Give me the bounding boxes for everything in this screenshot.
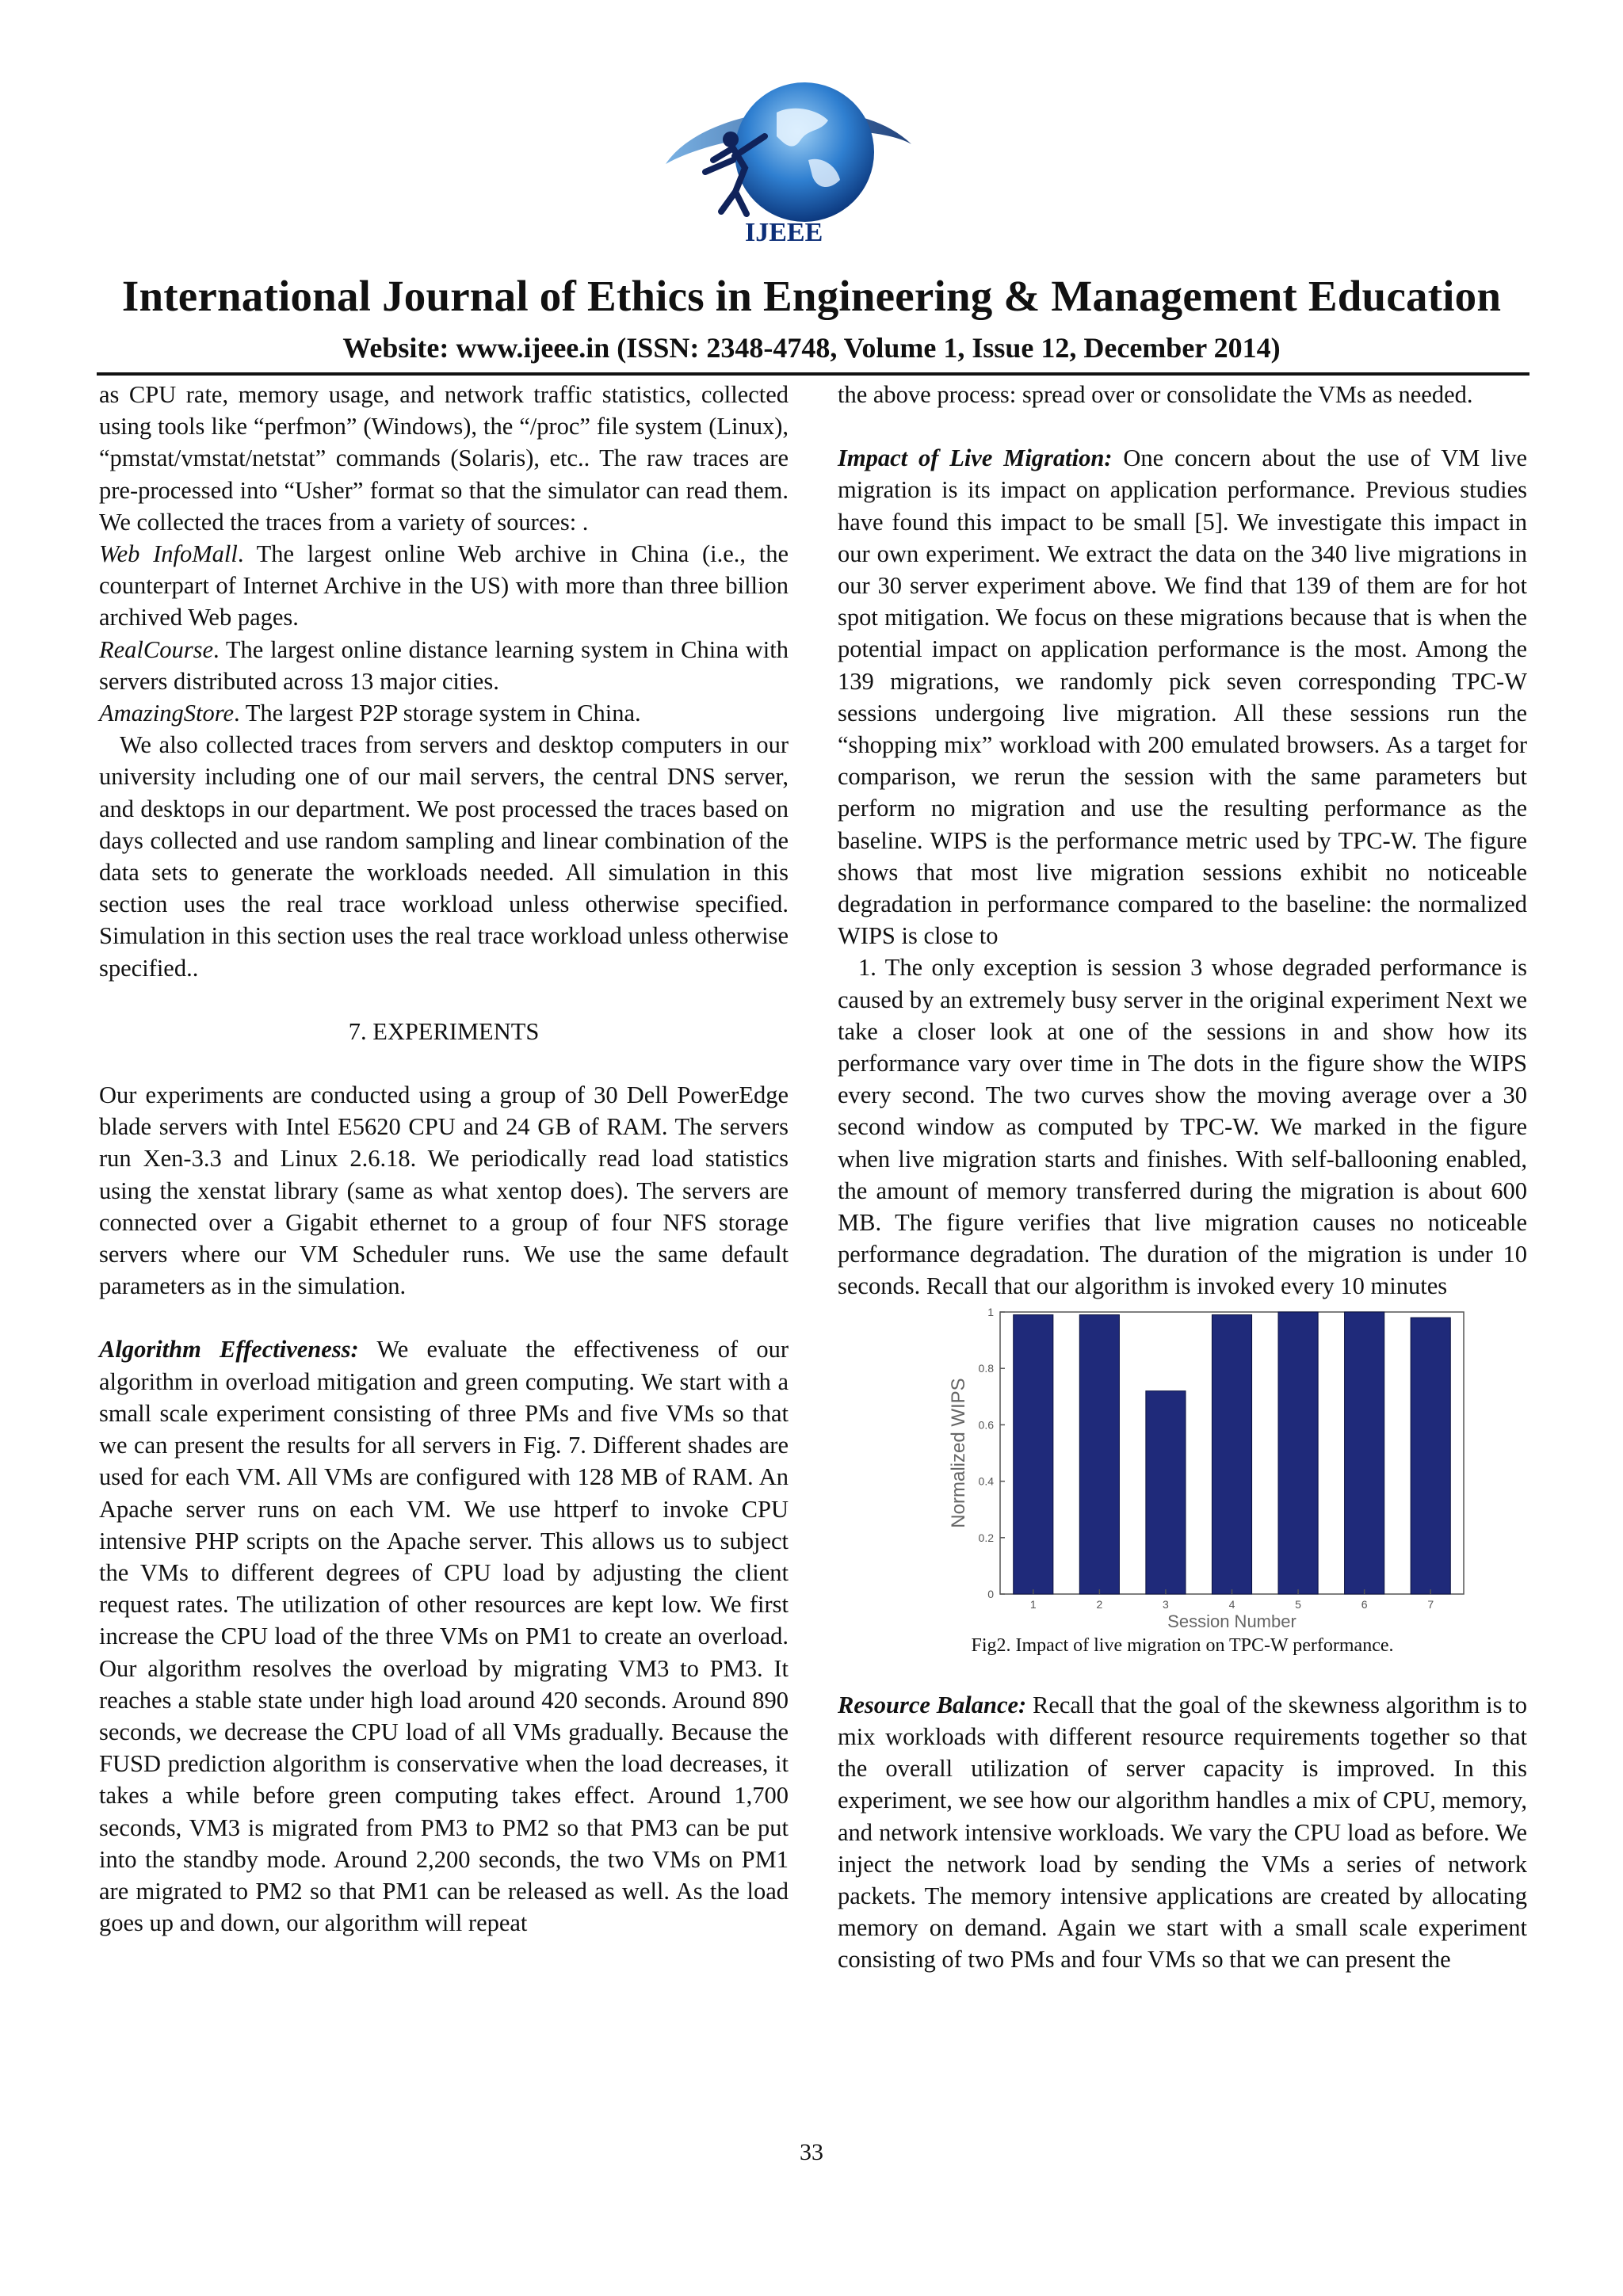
right-paragraph-migration (838, 442, 1527, 952)
journal-subtitle: Website: www.ijeee.in (ISSN: 2348-4748, Volume 1, Issue 12, December 2014) (342, 332, 1281, 364)
x-tick-label: 2 (1096, 1597, 1103, 1611)
x-tick-label: 7 (1427, 1597, 1434, 1611)
y-tick-label: 0.6 (978, 1418, 994, 1432)
right-paragraph-balance (838, 1689, 1527, 1976)
paragraph-text: We evaluate the effectiveness of our algorithm in overload mitigation and green computing. We start with a small scale experiment consisting of three PMs and five VMs so that we can present the results for all servers in Fig. 7. Different shades are used for each VM. All VMs are configured with 128 MB of RAM. An Apache server runs on each VM. We use httperf to invoke CPU intensive PHP scripts on the Apache server. This allows us to subject the VMs to different degrees of CPU load by adjusting the client request rates. The utilization of other resources are kept low. We first increase the CPU load of the three VMs on PM1 to create an overload. Our algorithm resolves the overload by migrating VM3 to PM3. It reaches a stable state under high load around 420 seconds. Around 890 seconds, we decrease the CPU load of all VMs gradually. Because the FUSD prediction algorithm is conservative when the load decreases, it takes a while before green computing takes effect. Around 1,700 seconds, VM3 is migrated from PM3 to PM2 so that PM3 can be put into the standby mode. Around 2,200 seconds, the two VMs on PM1 are migrated to PM2 so that PM1 can be released as well. As the load goes up and down, our algorithm will repeat (99, 1336, 789, 1937)
runin-heading: Resource Balance: (838, 1691, 1027, 1718)
y-tick-label: 0 (987, 1587, 994, 1600)
bar (1212, 1314, 1251, 1593)
bar (1278, 1312, 1318, 1594)
wips-bar-chart (838, 1304, 1527, 1634)
left-paragraph-experiments: Our experiments are conducted using a group of 30 Dell PowerEdge blade servers with Intel E5620 CPU and 24 GB of RAM. The servers run Xen-3.3 and Linux 2.6.18. We periodically read load statistics using the xenstat library (same as what xentop does). The servers are connected over a Gigabit ethernet to a group of four NFS storage servers where our VM Scheduler runs. We use the same default parameters as in the simulation. (99, 1081, 789, 1300)
paragraph-text: One concern about the use of VM live migration is its impact on application performance. Previous studies have found this impact to be small [5]. We investigate this impact in our own experiment. We extract the data on the 340 live migrations in our 30 server experiment above. We find that 139 of them are for hot spot mitigation. We focus on these migrations because that is when the potential impact on application performance is the most. Among the 139 migrations, we randomly pick seven corresponding TPC-W sessions undergoing live migration. All these sessions run the “shopping mix” workload with 200 emulated browsers. As a target for comparison, we rerun the session with the same parameters but perform no migration and use the resulting performance as the baseline. WIPS is the performance metric used by TPC-W. The figure shows that most live migration sessions exhibit no noticeable degradation in performance compared to the baseline: the normalized WIPS is close to (838, 444, 1527, 950)
source-amazingstore (99, 697, 789, 729)
x-tick-label: 3 (1163, 1597, 1169, 1611)
bar (1079, 1314, 1119, 1593)
right-paragraph-exception: 1. The only exception is session 3 whose degraded performance is caused by an extremely busy server in the original experiment Next we take a closer look at one of the sessions in and show how its performance vary over time in The dots in the figure show the WIPS every second. The two curves show the moving average over a 30 second window as computed by TPC-W. We marked in the figure when live migration starts and finishes. With self-ballooning enabled, the amount of memory transferred during the migration is about 600 MB. The figure verifies that live migration causes no noticeable performance degradation. The duration of the migration is under 10 seconds. Recall that our algorithm is invoked every 10 minutes (838, 954, 1527, 1300)
figure-caption: Fig2. Impact of live migration on TPC-W performance. (971, 1634, 1394, 1656)
journal-logo (658, 73, 919, 255)
source-description: . The largest online Web archive in China (i.e., the counterpart of Internet Archive in the US) with more than three billion archived Web pages. (99, 540, 789, 631)
right-column (838, 379, 1527, 1976)
left-column (99, 379, 789, 1939)
source-name: Web InfoMall (99, 540, 238, 568)
y-tick-label: 0.8 (978, 1361, 994, 1375)
left-paragraph-algorithm (99, 1333, 789, 1939)
left-paragraph-traces: We also collected traces from servers and desktop computers in our university including one of our mail servers, the central DNS server, and desktops in our department. We post processed the traces based on days collected and use random sampling and linear combination of the data sets to generate the workloads needed. All simulation in this section uses the real trace workload unless otherwise specified. Simulation in this section uses the real trace workload unless otherwise specified.. (99, 731, 789, 982)
y-tick-label: 0.4 (978, 1474, 994, 1488)
right-paragraph-1: the above process: spread over or consolidate the VMs as needed. (838, 381, 1473, 408)
x-axis-label: Session Number (1167, 1611, 1296, 1631)
source-name: AmazingStore (99, 700, 234, 727)
bar (1345, 1312, 1384, 1594)
bar (1014, 1314, 1053, 1593)
journal-title: International Journal of Ethics in Engineering & Management Education (121, 272, 1502, 320)
page-number: 33 (800, 2139, 823, 2165)
left-paragraph-1: as CPU rate, memory usage, and network traffic statistics, collected using tools like “perfmon” (Windows), the “/proc” file system (Linux), “pmstat/vmstat/netstat” commands (Solaris), etc.. The raw traces are pre-processed into “Usher” format so that the simulator can read them. We collected the traces from a variety of sources: . (99, 381, 789, 536)
source-name: RealCourse (99, 635, 214, 663)
runin-heading: Impact of Live Migration: (838, 444, 1113, 472)
section-heading: 7. EXPERIMENTS (348, 1017, 540, 1045)
x-tick-label: 6 (1361, 1597, 1368, 1611)
logo-text: IJEEE (745, 218, 823, 247)
bar (1146, 1390, 1186, 1593)
source-realcourse (99, 634, 789, 697)
y-tick-label: 1 (987, 1305, 994, 1318)
y-axis-label: Normalized WIPS (948, 1378, 969, 1528)
source-description: . The largest P2P storage system in China. (234, 700, 641, 727)
source-description: . The largest online distance learning system in China with servers distributed across 13 major cities. (99, 635, 789, 695)
bar (1411, 1318, 1450, 1594)
source-web-infomall (99, 538, 789, 634)
paragraph-text: Recall that the goal of the skewness algorithm is to mix workloads with different resource requirements together so that the overall utilization of server capacity is improved. In this experiment, we see how our algorithm handles a mix of CPU, memory, and network intensive workloads. We vary the CPU load as before. We inject the network load by sending the VMs a series of network packets. The memory intensive applications are created by allocating memory on demand. Again we start with a small scale experiment consisting of two PMs and four VMs so that we can present the (838, 1691, 1527, 1974)
x-tick-label: 1 (1029, 1597, 1037, 1611)
wips-chart-svg (838, 1304, 1527, 1634)
x-tick-label: 4 (1228, 1597, 1235, 1611)
x-tick-label: 5 (1295, 1597, 1301, 1611)
runin-heading: Algorithm Effectiveness: (99, 1336, 359, 1363)
y-tick-label: 0.2 (978, 1531, 994, 1544)
header-rule (97, 372, 1529, 376)
